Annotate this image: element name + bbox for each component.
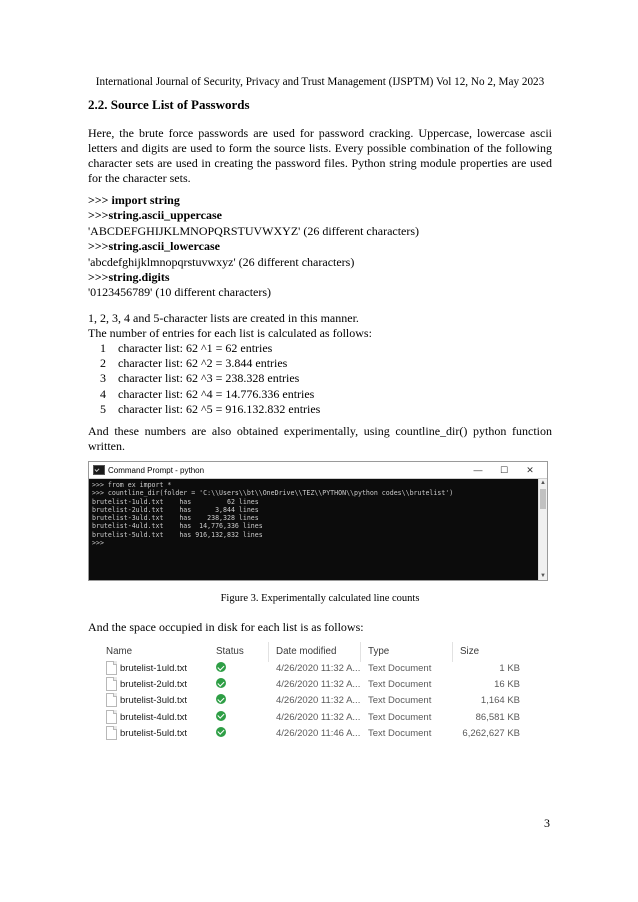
close-icon[interactable]: ✕ xyxy=(526,464,534,475)
column-divider[interactable] xyxy=(268,642,269,662)
list-item xyxy=(100,341,320,356)
code-command-line: >>>string.digits xyxy=(88,270,170,285)
file-date-modified: 4/26/2020 11:32 A... xyxy=(276,663,361,674)
experimental-paragraph: And these numbers are also obtained experimentally, using countline_dir() python function written. xyxy=(88,424,552,453)
journal-header: International Journal of Security, Privacy and Trust Management (IJSPTM) Vol 12, No 2, May 2023 xyxy=(95,76,545,88)
list-item-text: character list: 62 ^1 = 62 entries xyxy=(118,341,273,355)
text-file-icon xyxy=(106,710,117,724)
sync-status-check-icon xyxy=(216,662,226,672)
list-item-number: 5 xyxy=(100,401,106,416)
column-header-type[interactable]: Type xyxy=(368,646,390,657)
console-line: brutelist-5uld.txt has 916,132,832 lines xyxy=(92,530,263,539)
code-command-line: >>>string.ascii_uppercase xyxy=(88,208,222,223)
file-list-header xyxy=(100,642,530,660)
file-date-modified: 4/26/2020 11:32 A... xyxy=(276,711,361,723)
file-row[interactable] xyxy=(100,676,530,692)
code-output-line: 'ABCDEFGHIJKLMNOPQRSTUVWXYZ' (26 different characters) xyxy=(88,223,420,238)
cmd-title: Command Prompt - python xyxy=(108,465,205,475)
file-date-modified: 4/26/2020 11:32 A... xyxy=(276,679,361,691)
list-item-number: 3 xyxy=(100,371,106,386)
code-output-line: '0123456789' (10 different characters) xyxy=(88,285,272,300)
file-type: Text Document xyxy=(368,727,432,739)
entries-list xyxy=(100,341,320,417)
scrollbar-thumb[interactable] xyxy=(540,489,546,509)
file-name: brutelist-5uld.txt xyxy=(120,727,188,739)
code-block xyxy=(88,193,419,301)
file-size: 1,164 KB xyxy=(480,695,520,707)
console-line: brutelist-3uld.txt has 238,328 lines xyxy=(92,514,259,523)
text-file-icon xyxy=(106,693,117,707)
code-output-line: 'abcdefghijklmnopqrstuvwxyz' (26 different characters) xyxy=(88,254,355,269)
list-item xyxy=(100,402,320,417)
lists-created-line-1: 1, 2, 3, 4 and 5-character lists are created in this manner. xyxy=(88,311,359,325)
console-scrollbar[interactable] xyxy=(538,479,547,580)
file-type: Text Document xyxy=(368,663,432,674)
command-prompt-icon xyxy=(93,465,105,475)
lists-created-text xyxy=(88,311,552,342)
lists-created-line-2: The number of entries for each list is calculated as follows: xyxy=(88,326,372,341)
file-size: 6,262,627 KB xyxy=(462,727,520,739)
file-size: 86,581 KB xyxy=(475,711,520,723)
file-row[interactable] xyxy=(100,660,530,676)
list-item-text: character list: 62 ^3 = 238.328 entries xyxy=(118,371,300,386)
list-item xyxy=(100,356,320,371)
section-title: 2.2. Source List of Passwords xyxy=(88,97,250,112)
sync-status-check-icon xyxy=(216,711,226,721)
file-rows xyxy=(100,660,530,741)
sync-status-check-icon xyxy=(216,694,226,704)
console-line: >>> xyxy=(92,539,104,548)
file-size: 16 KB xyxy=(494,679,520,691)
maximize-icon[interactable]: ☐ xyxy=(499,464,509,475)
file-row[interactable] xyxy=(100,692,530,708)
file-date-modified: 4/26/2020 11:32 A... xyxy=(276,695,361,707)
sync-status-check-icon xyxy=(216,727,226,737)
window-controls xyxy=(465,462,543,478)
text-file-icon xyxy=(106,677,117,691)
code-command-line: >>>string.ascii_lowercase xyxy=(88,239,220,254)
scroll-down-icon[interactable]: ▼ xyxy=(540,573,546,579)
list-item-text: character list: 62 ^4 = 14.776.336 entries xyxy=(118,386,315,401)
column-divider[interactable] xyxy=(452,642,453,662)
text-file-icon xyxy=(106,726,117,740)
list-item-number: 2 xyxy=(100,356,106,371)
sync-status-check-icon xyxy=(216,678,226,688)
file-explorer-list xyxy=(100,642,530,741)
file-row[interactable] xyxy=(100,725,530,741)
column-header-date[interactable]: Date modified xyxy=(276,646,337,657)
list-item-text: character list: 62 ^5 = 916.132.832 entries xyxy=(118,401,321,416)
file-name: brutelist-3uld.txt xyxy=(120,695,188,707)
file-size: 1 KB xyxy=(499,663,520,674)
column-header-size[interactable]: Size xyxy=(460,646,480,657)
page-number: 3 xyxy=(544,816,550,830)
space-paragraph: And the space occupied in disk for each list is as follows: xyxy=(88,620,364,634)
list-item xyxy=(100,387,320,402)
file-type: Text Document xyxy=(368,711,432,723)
list-item xyxy=(100,371,320,386)
file-row[interactable] xyxy=(100,709,530,725)
scroll-up-icon[interactable]: ▲ xyxy=(540,480,546,486)
file-name: brutelist-2uld.txt xyxy=(120,679,188,691)
file-name: brutelist-4uld.txt xyxy=(120,711,188,723)
console-line: brutelist-2uld.txt has 3,844 lines xyxy=(92,505,259,514)
file-date-modified: 4/26/2020 11:46 A... xyxy=(276,727,361,739)
command-prompt-window xyxy=(88,461,548,581)
console-output xyxy=(89,479,539,580)
list-item-number: 1 xyxy=(100,341,106,355)
column-header-status[interactable]: Status xyxy=(216,646,244,657)
console-line: brutelist-1uld.txt has 62 lines xyxy=(92,497,259,506)
file-type: Text Document xyxy=(368,695,432,707)
file-type: Text Document xyxy=(368,679,432,691)
column-header-name[interactable]: Name xyxy=(106,646,133,657)
text-file-icon xyxy=(106,661,117,675)
console-line: >>> countline_dir(folder = 'C:\\Users\\bt\\OneDrive\\TEZ\\PYTHON\\python codes\\brutelist') xyxy=(92,489,454,498)
console-line: brutelist-4uld.txt has 14,776,336 lines xyxy=(92,522,263,531)
figure-caption: Figure 3. Experimentally calculated line counts xyxy=(220,593,420,604)
cmd-titlebar xyxy=(89,462,547,479)
intro-paragraph: Here, the brute force passwords are used for password cracking. Uppercase, lowercase ascii letters and digits are used to form the source lists. Every possible combination of the following character sets are used in creating the password files. Python string module properties are used for the character sets. xyxy=(88,126,552,185)
code-command-line: >>> import string xyxy=(88,193,180,207)
column-divider[interactable] xyxy=(360,642,361,662)
file-name: brutelist-1uld.txt xyxy=(120,663,188,674)
list-item-text: character list: 62 ^2 = 3.844 entries xyxy=(118,356,288,371)
list-item-number: 4 xyxy=(100,386,106,401)
minimize-icon[interactable]: — xyxy=(473,465,483,475)
console-line: >>> from ex import * xyxy=(92,481,172,489)
